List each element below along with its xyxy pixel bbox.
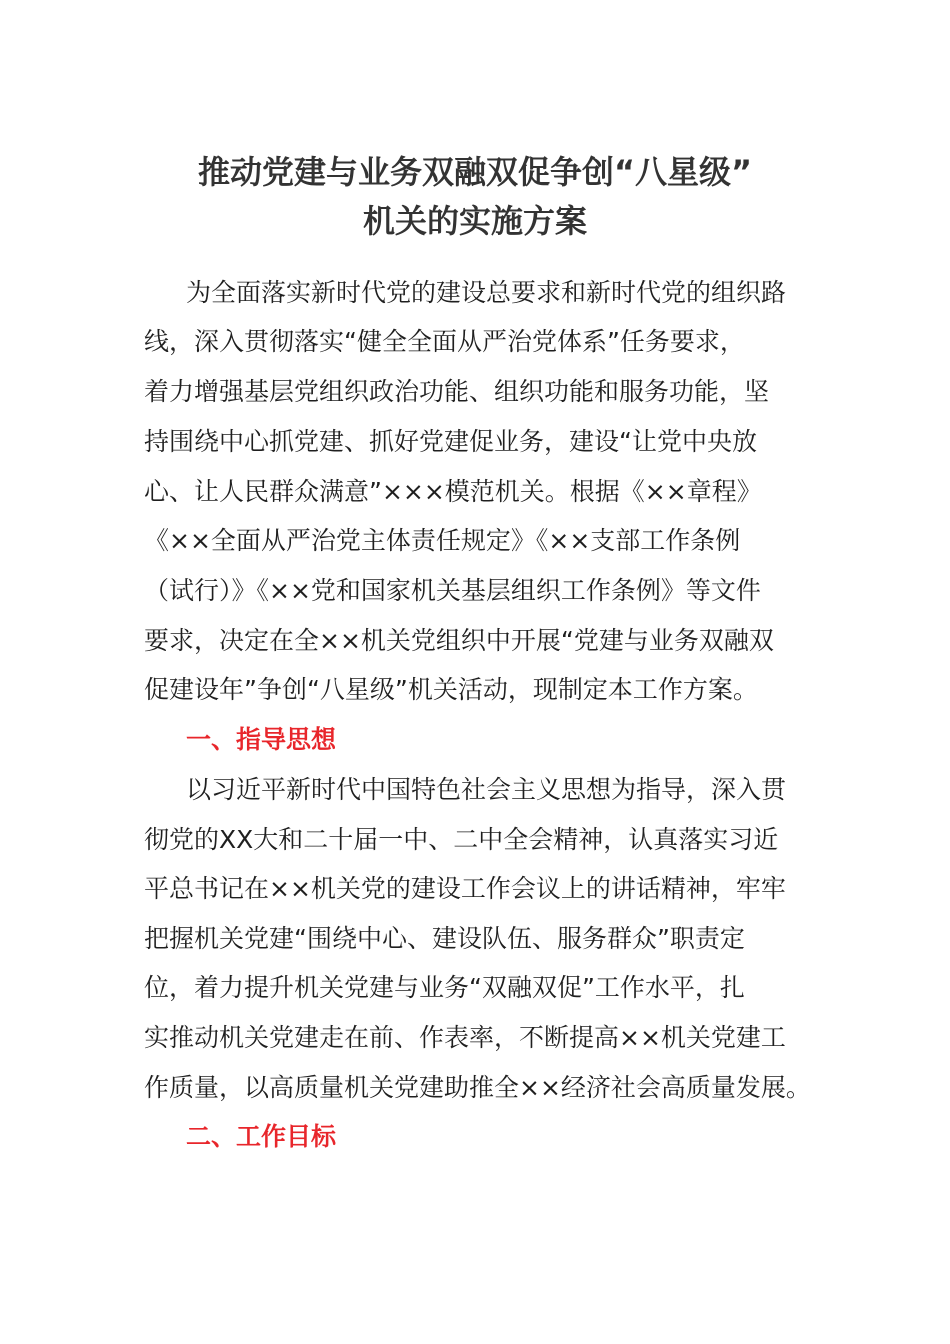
document-title-line-2: 机关的实施方案 [362, 202, 587, 240]
intro-line-1: 为全面落实新时代党的建设总要求和新时代党的组织路 [186, 278, 787, 307]
section-1-line-4: 把握机关党建“围绕中心、建设队伍、服务群众”职责定 [144, 924, 745, 953]
section-1-line-1: 以习近平新时代中国特色社会主义思想为指导，深入贯 [186, 775, 787, 804]
section-1-line-3: 平总书记在××机关党的建设工作会议上的讲话精神，牢牢 [144, 874, 786, 903]
intro-line-5: 心、让人民群众满意”×××模范机关。根据《××章程》 [144, 477, 762, 506]
section-1-line-6: 实推动机关党建走在前、作表率，不断提高××机关党建工 [144, 1023, 786, 1052]
document-title-line-1: 推动党建与业务双融双促争创“八星级” [197, 153, 753, 191]
intro-line-3: 着力增强基层党组织政治功能、组织功能和服务功能，坚 [144, 377, 770, 406]
intro-line-6: 《××全面从严治党主体责任规定》《××支部工作条例 [144, 526, 741, 555]
section-1-line-5: 位，着力提升机关党建与业务“双融双促”工作水平，扎 [144, 973, 745, 1002]
section-1-line-7: 作质量，以高质量机关党建助推全××经济社会高质量发展。 [144, 1073, 811, 1102]
intro-line-2: 线，深入贯彻落实“健全全面从严治党体系”任务要求， [144, 327, 745, 356]
intro-line-7: （试行）》《××党和国家机关基层组织工作条例》等文件 [144, 576, 761, 605]
section-heading-work-goals: 二、工作目标 [186, 1122, 337, 1151]
intro-line-4: 持围绕中心抓党建、抓好党建促业务，建设“让党中央放 [144, 427, 757, 456]
section-1-line-2: 彻党的XX大和二十届一中、二中全会精神，认真落实习近 [144, 825, 779, 854]
intro-line-8: 要求，决定在全××机关党组织中开展“党建与业务双融双 [144, 626, 774, 655]
intro-line-9: 促建设年”争创“八星级”机关活动，现制定本工作方案。 [144, 675, 758, 704]
section-heading-guiding-thought: 一、指导思想 [186, 725, 337, 754]
